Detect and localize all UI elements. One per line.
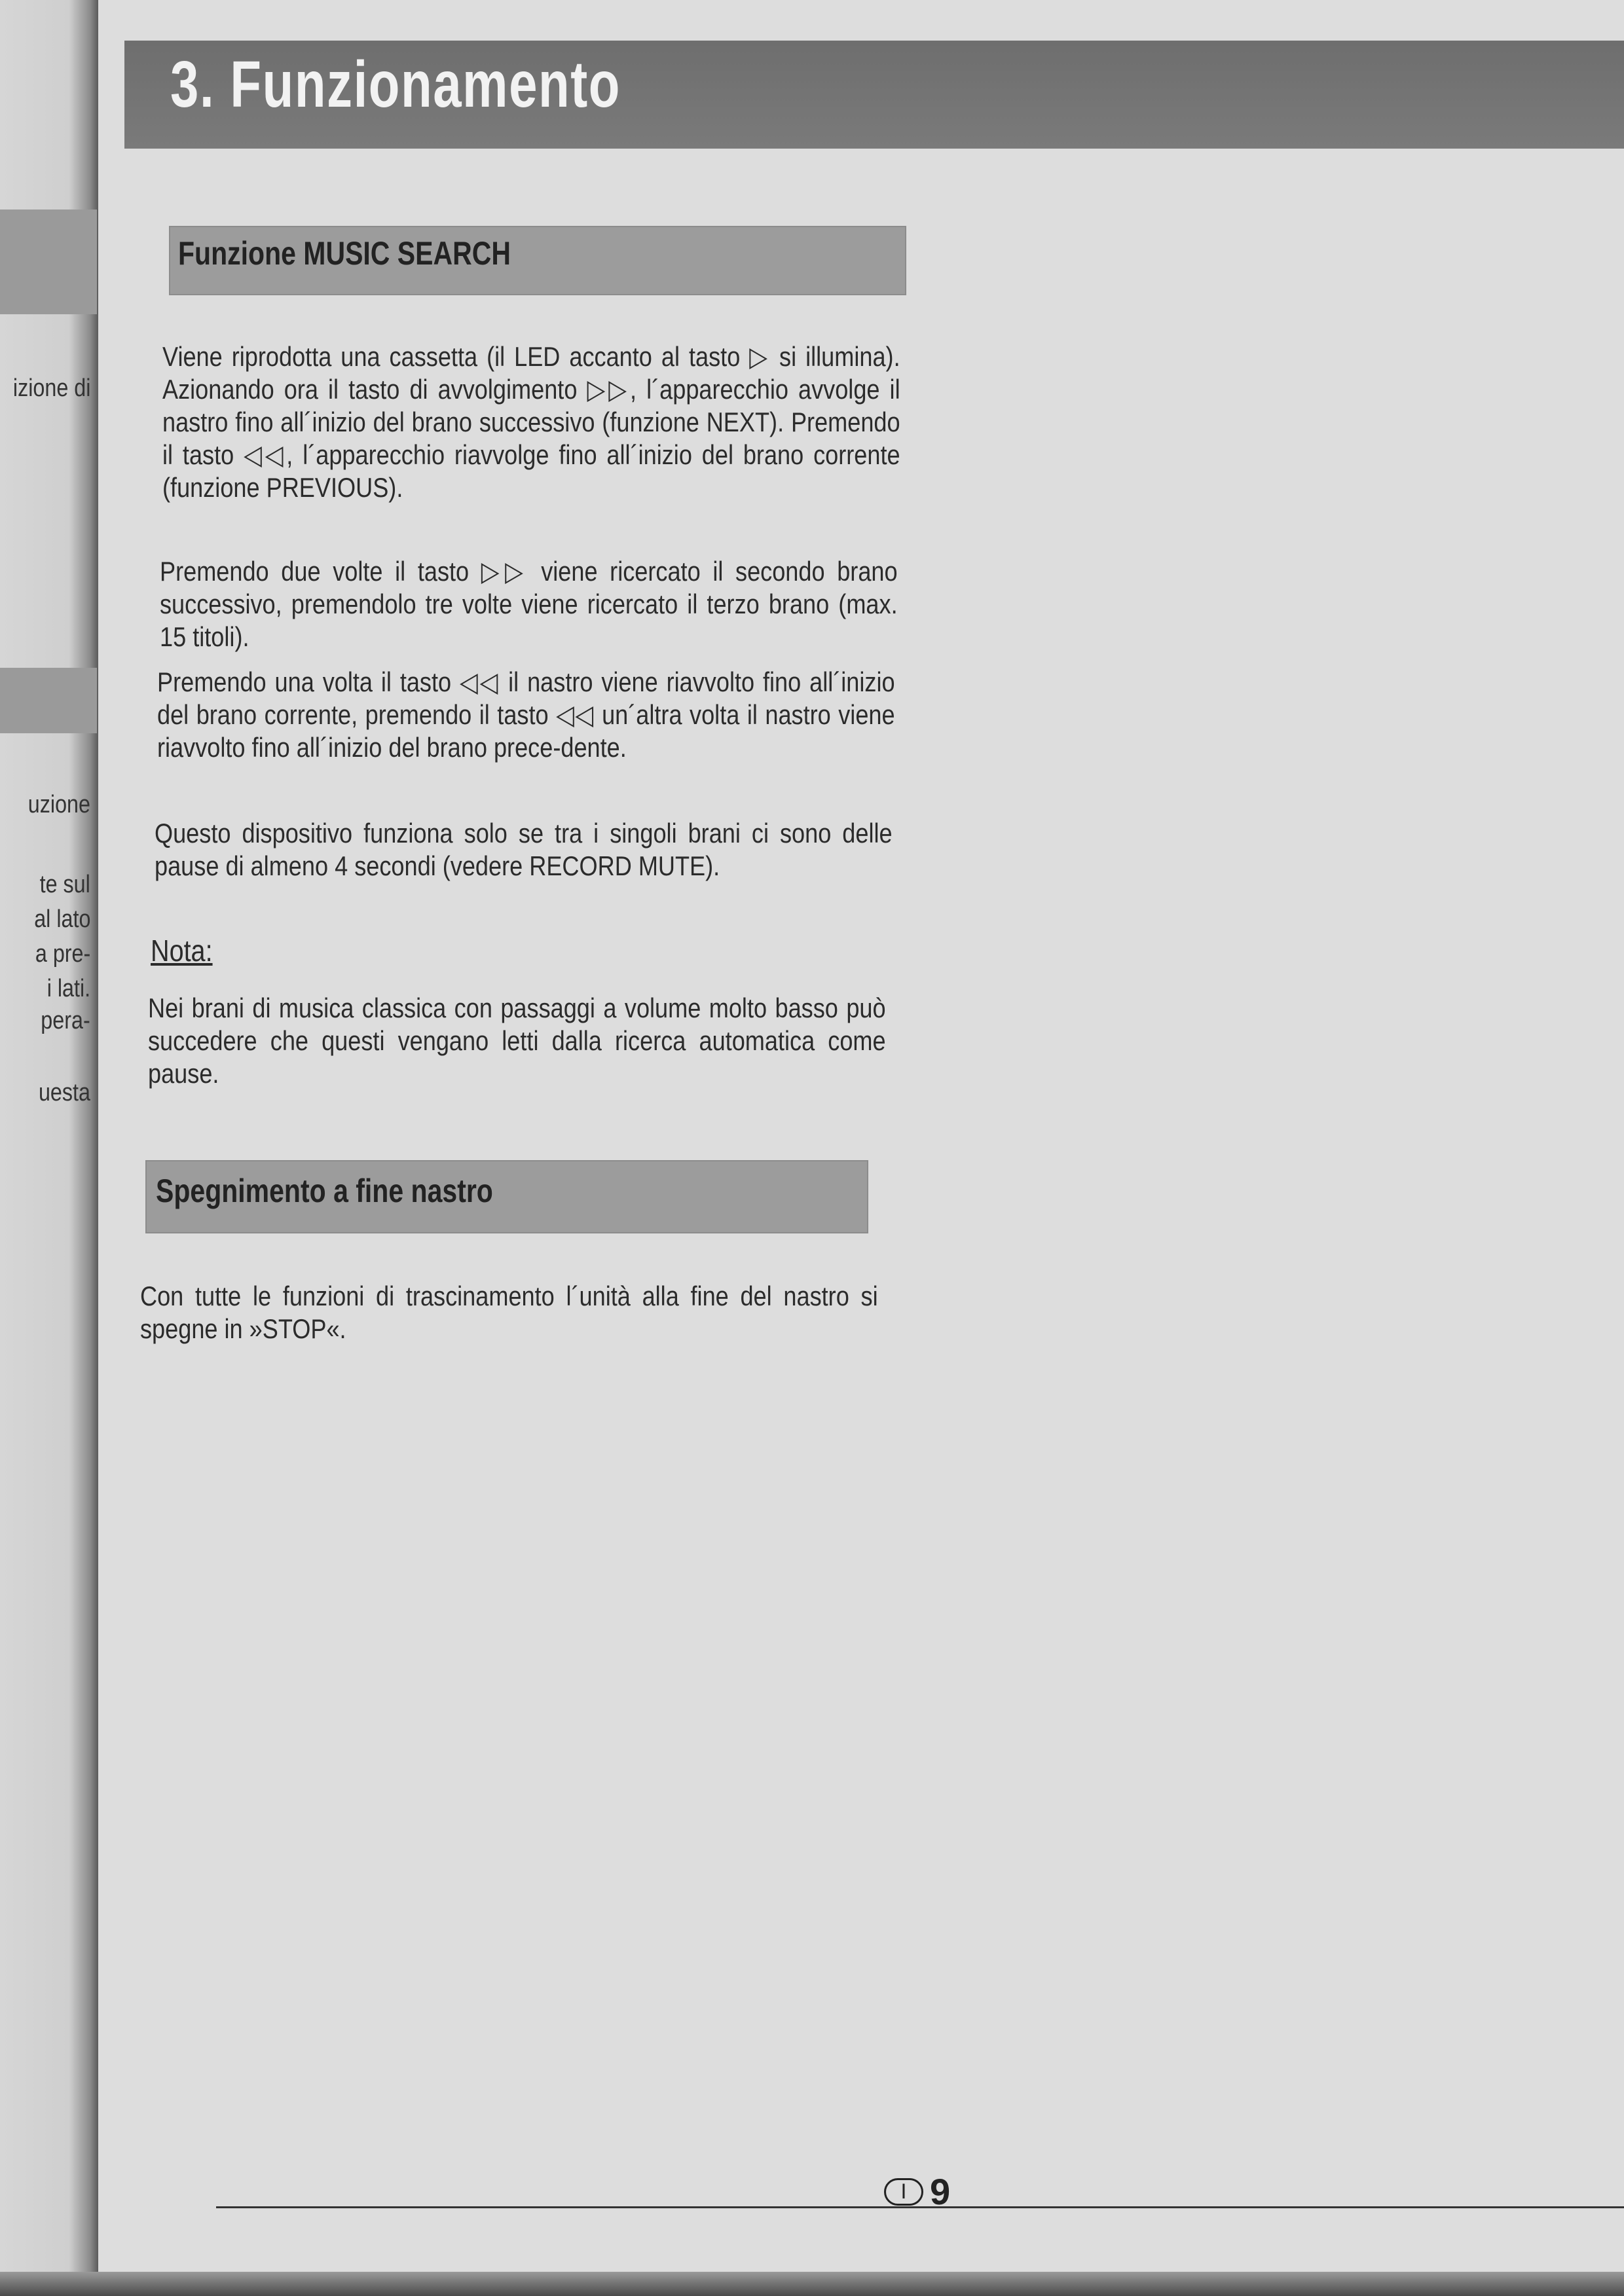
adjacent-page-text: uesta — [38, 1079, 90, 1106]
paragraph: Premendo due volte il tasto ▷▷ viene ricercato il secondo brano successivo, premendolo tre volte viene ricercato il terzo brano (max. 15 titoli). — [160, 556, 898, 652]
adjacent-page-text: izione di — [12, 374, 90, 402]
language-badge: I — [884, 2178, 923, 2206]
adjacent-page-edge — [0, 0, 98, 2296]
note-label: Nota: — [151, 934, 213, 968]
paragraph: Questo dispositivo funziona solo se tra i singoli brani ci sono delle pause di almeno 4 secondi (vedere RECORD MUTE). — [155, 818, 893, 881]
note-text: Nei brani di musica classica con passaggi a volume molto basso può succedere che questi vengano letti dalla ricerca automatica come pause. — [148, 993, 886, 1089]
paragraph: Viene riprodotta una cassetta (il LED accanto al tasto ▷ si illumina). Azionando ora il tasto di avvolgimento ▷▷, l´apparecchio avvolge il nastro fino all´inizio del brano successivo (funzione NEXT). Premendo il tasto ◁◁, l´apparecchio riavvolge fino all´inizio del brano corrente (funzione PREVIOUS). — [162, 341, 900, 503]
adjacent-page-text: i lati. — [46, 975, 90, 1002]
document-page — [98, 0, 1624, 2296]
adjacent-page-text: a pre- — [35, 940, 90, 968]
page-number: 9 — [930, 2171, 951, 2212]
adjacent-page-section-bar — [0, 668, 97, 733]
adjacent-page-text: pera- — [41, 1007, 90, 1034]
scan-bottom-edge — [0, 2272, 1624, 2296]
paragraph: Premendo una volta il tasto ◁◁ il nastro viene riavvolto fino all´inizio del brano corrente, premendo il tasto ◁◁ un´altra volta il nastro viene riavvolto fino all´inizio del brano prece-dente. — [157, 666, 895, 763]
adjacent-page-section-bar — [0, 210, 97, 314]
page-title: 3. Funzionamento — [170, 48, 621, 121]
adjacent-page-text: al lato — [33, 905, 90, 933]
adjacent-page-text: te sul — [39, 871, 90, 898]
paragraph: Con tutte le funzioni di trascinamento l´unità alla fine del nastro si spegne in »STOP«. — [140, 1281, 878, 1344]
section-heading: Spegnimento a fine nastro — [156, 1173, 493, 1209]
page-footer — [884, 2170, 950, 2213]
section-heading: Funzione MUSIC SEARCH — [178, 235, 511, 272]
adjacent-page-text: uzione — [28, 791, 90, 818]
